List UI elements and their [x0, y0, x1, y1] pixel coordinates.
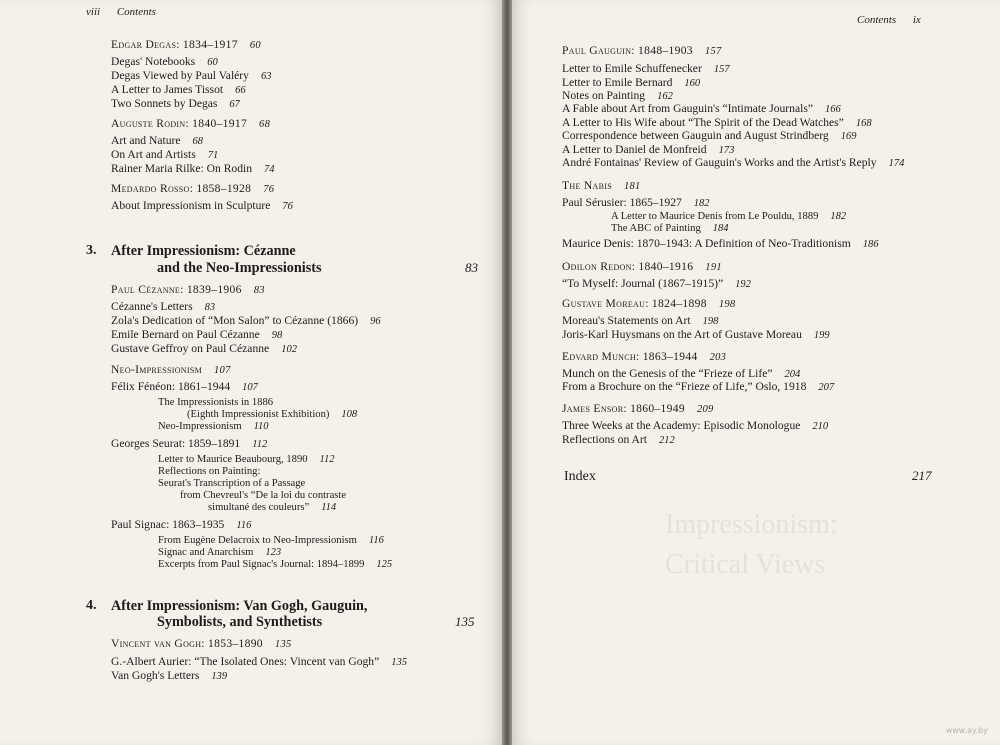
toc-subentry: From Eugène Delacroix to Neo-Impressionism 116: [158, 535, 384, 546]
toc-entry-denis: Maurice Denis: 1870–1943: A Definition of Neo-Traditionism 186: [562, 237, 879, 250]
toc-heading-rodin: Auguste Rodin: 1840–1917 68: [111, 117, 271, 130]
toc-entry: “To Myself: Journal (1867–1915)” 192: [562, 277, 751, 290]
toc-entry-signac: Paul Signac: 1863–1935 116: [111, 518, 252, 531]
book-gutter: [502, 0, 512, 745]
toc-entry: Notes on Painting 162: [562, 89, 673, 102]
page-number-ix: ix: [912, 14, 921, 26]
toc-entry: From a Brochure on the “Frieze of Life,” Oslo, 1918 207: [562, 380, 835, 393]
toc-heading-munch: Edvard Munch: 1863–1944 203: [562, 350, 727, 363]
toc-entry-seurat: Georges Seurat: 1859–1891 112: [111, 437, 268, 450]
toc-heading-redon: Odilon Redon: 1840–1916 191: [562, 260, 722, 273]
toc-entry-feneon: Félix Fénéon: 1861–1944 107: [111, 380, 258, 393]
toc-heading-moreau: Gustave Moreau: 1824–1898 198: [562, 297, 736, 310]
toc-subentry: simultané des couleurs” 114: [208, 502, 337, 513]
toc-entry: Correspondence between Gauguin and August Strindberg 169: [562, 129, 857, 142]
toc-subentry: Excerpts from Paul Signac's Journal: 1894–1899 125: [158, 559, 393, 570]
toc-entry: Munch on the Genesis of the “Frieze of Life” 204: [562, 367, 801, 380]
chapter-3-title-line2: and the Neo-Impressionists: [157, 260, 322, 276]
toc-index-page: 217: [912, 468, 932, 483]
toc-entry: About Impressionism in Sculpture 76: [111, 199, 293, 212]
chapter-4-number: 4.: [86, 598, 97, 613]
toc-entry: G.-Albert Aurier: “The Isolated Ones: Vincent van Gogh” 135: [111, 655, 407, 668]
toc-index-title: Index: [564, 469, 596, 484]
toc-entry: Three Weeks at the Academy: Episodic Monologue 210: [562, 419, 829, 432]
toc-entry: Moreau's Statements on Art 198: [562, 314, 719, 327]
page-number-viii: viii: [86, 6, 101, 18]
toc-heading-gauguin: Paul Gauguin: 1848–1903 157: [562, 44, 722, 57]
toc-subentry: Letter to Maurice Beaubourg, 1890 112: [158, 454, 335, 465]
toc-entry: A Fable about Art from Gauguin's “Intimate Journals” 166: [562, 102, 841, 115]
toc-entry: Letter to Emile Bernard 160: [562, 76, 701, 89]
toc-heading-van-gogh: Vincent van Gogh: 1853–1890 135: [111, 637, 292, 650]
toc-heading-ensor: James Ensor: 1860–1949 209: [562, 402, 714, 415]
chapter-3-number: 3.: [86, 243, 97, 258]
running-head-title: Contents: [116, 6, 156, 18]
toc-heading-degas: Edgar Degas: 1834–1917 60: [111, 38, 261, 51]
toc-subentry: (Eighth Impressionist Exhibition) 108: [187, 409, 358, 420]
chapter-3-title-line1: After Impressionism: Cézanne: [111, 243, 296, 259]
toc-entry: Rainer Maria Rilke: On Rodin 74: [111, 162, 275, 175]
toc-subentry: Neo-Impressionism 110: [158, 421, 269, 432]
toc-entry: Zola's Dedication of “Mon Salon” to Cézanne (1866) 96: [111, 314, 381, 327]
toc-entry: Joris-Karl Huysmans on the Art of Gustave Moreau 199: [562, 328, 830, 341]
toc-subentry: Reflections on Painting:: [158, 466, 261, 477]
running-head-right: [857, 14, 921, 26]
toc-subentry: Signac and Anarchism 123: [158, 547, 282, 558]
toc-entry: Two Sonnets by Degas 67: [111, 97, 240, 110]
toc-entry: André Fontainas' Review of Gauguin's Works and the Artist's Reply 174: [562, 156, 905, 169]
toc-entry: A Letter to His Wife about “The Spirit of the Dead Watches” 168: [562, 116, 872, 129]
watermark: www.ay.by: [945, 726, 988, 735]
toc-entry: Degas' Notebooks 60: [111, 55, 218, 68]
toc-entry: Reflections on Art 212: [562, 433, 675, 446]
toc-entry-serusier: Paul Sérusier: 1865–1927 182: [562, 196, 710, 209]
toc-heading-nabis: The Nabis 181: [562, 179, 641, 192]
running-head-title: Contents: [857, 14, 897, 26]
chapter-4-title-line2: Symbolists, and Synthetists: [157, 614, 323, 630]
toc-entry: Degas Viewed by Paul Valéry 63: [111, 69, 272, 82]
toc-entry: Art and Nature 68: [111, 134, 204, 147]
right-page: [512, 0, 1000, 745]
toc-subentry: The Impressionists in 1886: [158, 397, 274, 408]
toc-entry: Van Gogh's Letters 139: [111, 669, 228, 682]
toc-entry: Emile Bernard on Paul Cézanne 98: [111, 328, 283, 341]
toc-heading-rosso: Medardo Rosso: 1858–1928 76: [111, 182, 275, 195]
toc-entry: Gustave Geffroy on Paul Cézanne 102: [111, 342, 297, 355]
chapter-4-title-line1: After Impressionism: Van Gogh, Gauguin,: [111, 598, 368, 614]
toc-entry: On Art and Artists 71: [111, 148, 219, 161]
toc-entry: Cézanne's Letters 83: [111, 300, 216, 313]
toc-entry: A Letter to Daniel de Monfreid 173: [562, 143, 735, 156]
toc-heading-cezanne: Paul Cézanne: 1839–1906 83: [111, 283, 265, 296]
toc-subentry: Seurat's Transcription of a Passage: [158, 478, 306, 489]
toc-heading-neo-impressionism: Neo-Impressionism 107: [111, 363, 231, 376]
chapter-4-page: 135: [455, 614, 475, 629]
chapter-3-page: 83: [465, 260, 478, 275]
toc-entry: A Letter to James Tissot 66: [111, 83, 246, 96]
toc-subentry: The ABC of Painting 184: [611, 223, 729, 234]
running-head-left: [86, 6, 156, 18]
toc-entry: Letter to Emile Schuffenecker 157: [562, 62, 730, 75]
toc-subentry: A Letter to Maurice Denis from Le Pouldu, 1889 182: [611, 211, 847, 222]
toc-subentry: from Chevreul's “De la loi du contraste: [180, 490, 347, 501]
